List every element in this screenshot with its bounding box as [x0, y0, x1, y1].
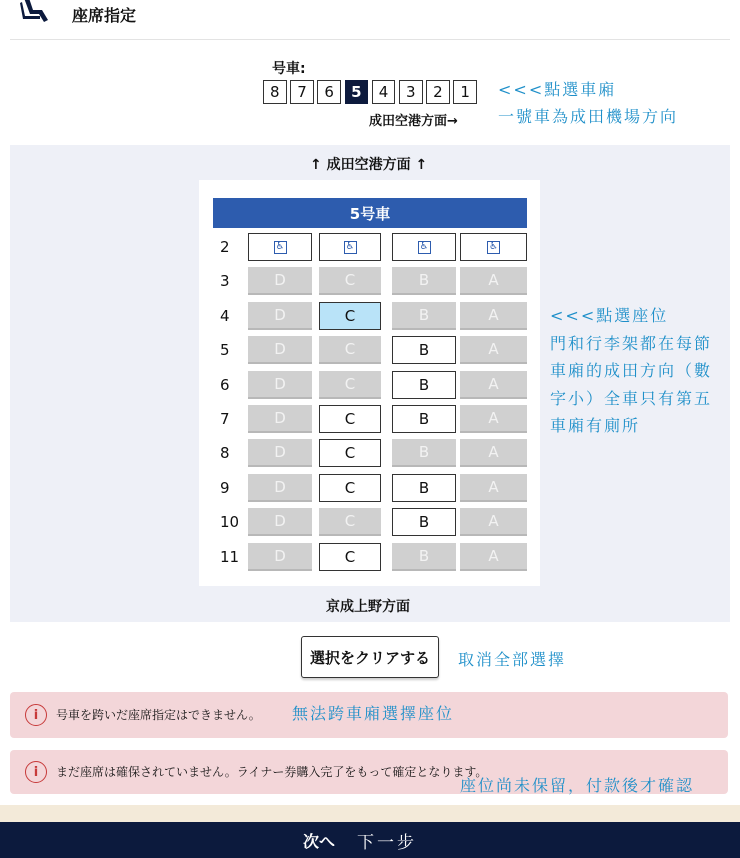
row-label: 5 [220, 341, 230, 360]
seat-3C: C [319, 267, 381, 295]
seat-11B: B [392, 543, 456, 571]
seat-5B[interactable]: B [392, 336, 456, 364]
seat-6D: D [248, 371, 312, 399]
top-direction: ↑ 成田空港方面 ↑ [310, 157, 428, 173]
seat-11C[interactable]: C [319, 543, 381, 571]
car-direction: 成田空港方面→ [369, 114, 458, 129]
seat-4C[interactable]: C [319, 302, 381, 330]
car-button-7[interactable]: 7 [290, 80, 314, 104]
row-label: 2 [220, 238, 230, 256]
seat-7B[interactable]: B [392, 405, 456, 433]
seat-5C: C [319, 336, 381, 364]
seat-7A: A [460, 405, 527, 433]
car-button-5[interactable]: 5 [345, 80, 369, 104]
note-clear: 取消全部選擇 [458, 650, 567, 669]
seat-9C[interactable]: C [319, 474, 381, 502]
seat-3D: D [248, 267, 312, 295]
seat-10D: D [248, 508, 312, 536]
clear-selection-button[interactable]: 選択をクリアする [301, 636, 439, 678]
row-label: 11 [220, 547, 240, 566]
note-alert1: 無法跨車廂選擇座位 [292, 704, 455, 723]
wheelchair-icon: ♿ [418, 241, 431, 254]
note-alert2: 座位尚未保留，付款後才確認 [460, 776, 695, 795]
wheelchair-seat[interactable] [392, 233, 456, 261]
info-icon: i [25, 704, 47, 726]
seat-7C[interactable]: C [319, 405, 381, 433]
seat-6B[interactable]: B [392, 371, 456, 399]
alert-not-reserved: i まだ座席は確保されていません。ライナー券購入完了をもって確定となります。 座位尚未保留，付款後才確認 [10, 750, 728, 794]
seat-8B: B [392, 439, 456, 467]
bottom-direction: 京成上野方面 [326, 599, 410, 615]
seat-icon [20, 0, 54, 22]
next-button[interactable] [0, 822, 740, 858]
divider-strip [0, 805, 740, 822]
row-label: 4 [220, 306, 230, 325]
car-title: 5号車 [213, 198, 527, 228]
row-label: 9 [220, 478, 230, 497]
alert-cross-car: i 号車を跨いだ座席指定はできません。 無法跨車廂選擇座位 [10, 692, 728, 738]
seat-4A: A [460, 302, 527, 330]
row-label: 6 [220, 375, 230, 394]
seat-8A: A [460, 439, 527, 467]
seat-10B[interactable]: B [392, 508, 456, 536]
wheelchair-icon: ♿ [344, 241, 357, 254]
car-button-6[interactable]: 6 [317, 80, 341, 104]
info-icon: i [25, 761, 47, 783]
page-title: 座席指定 [72, 6, 137, 25]
seat-7D: D [248, 405, 312, 433]
seat-9D: D [248, 474, 312, 502]
seat-9B[interactable]: B [392, 474, 456, 502]
seat-11A: A [460, 543, 527, 571]
note-next: 下一步 [357, 832, 417, 853]
wheelchair-icon: ♿ [274, 241, 287, 254]
car-button-4[interactable]: 4 [372, 80, 396, 104]
car-selector [263, 80, 477, 104]
wheelchair-seat[interactable] [460, 233, 527, 261]
wheelchair-seat[interactable] [319, 233, 381, 261]
seat-10A: A [460, 508, 527, 536]
wheelchair-seat[interactable] [248, 233, 312, 261]
seat-4D: D [248, 302, 312, 330]
next-label: 次へ [302, 831, 335, 851]
seat-11D: D [248, 543, 312, 571]
seat-10C: C [319, 508, 381, 536]
note-seat: <<<點選座位 門和行李架都在每節 車廂的成田方向（數 字小）全車只有第五 車廂有廁所 [550, 306, 713, 436]
seat-4B: B [392, 302, 456, 330]
seat-8D: D [248, 439, 312, 467]
car-button-8[interactable]: 8 [263, 80, 287, 104]
row-label: 7 [220, 410, 230, 428]
seat-6A: A [460, 371, 527, 399]
seat-5D: D [248, 336, 312, 364]
wheelchair-icon: ♿ [487, 241, 500, 254]
car-button-2[interactable]: 2 [426, 80, 450, 104]
row-label: 10 [220, 513, 240, 532]
seat-5A: A [460, 336, 527, 364]
note-car: <<<點選車廂 一號車為成田機場方向 [498, 80, 679, 127]
seat-9A: A [460, 474, 527, 502]
car-button-1[interactable]: 1 [453, 80, 477, 104]
page-header [10, 0, 730, 40]
car-button-3[interactable]: 3 [399, 80, 423, 104]
seat-3B: B [392, 267, 456, 295]
seat-3A: A [460, 267, 527, 295]
car-label: 号車: [272, 61, 306, 77]
row-label: 8 [220, 444, 230, 463]
row-label: 3 [220, 272, 230, 291]
seat-8C[interactable]: C [319, 439, 381, 467]
seat-6C: C [319, 371, 381, 399]
